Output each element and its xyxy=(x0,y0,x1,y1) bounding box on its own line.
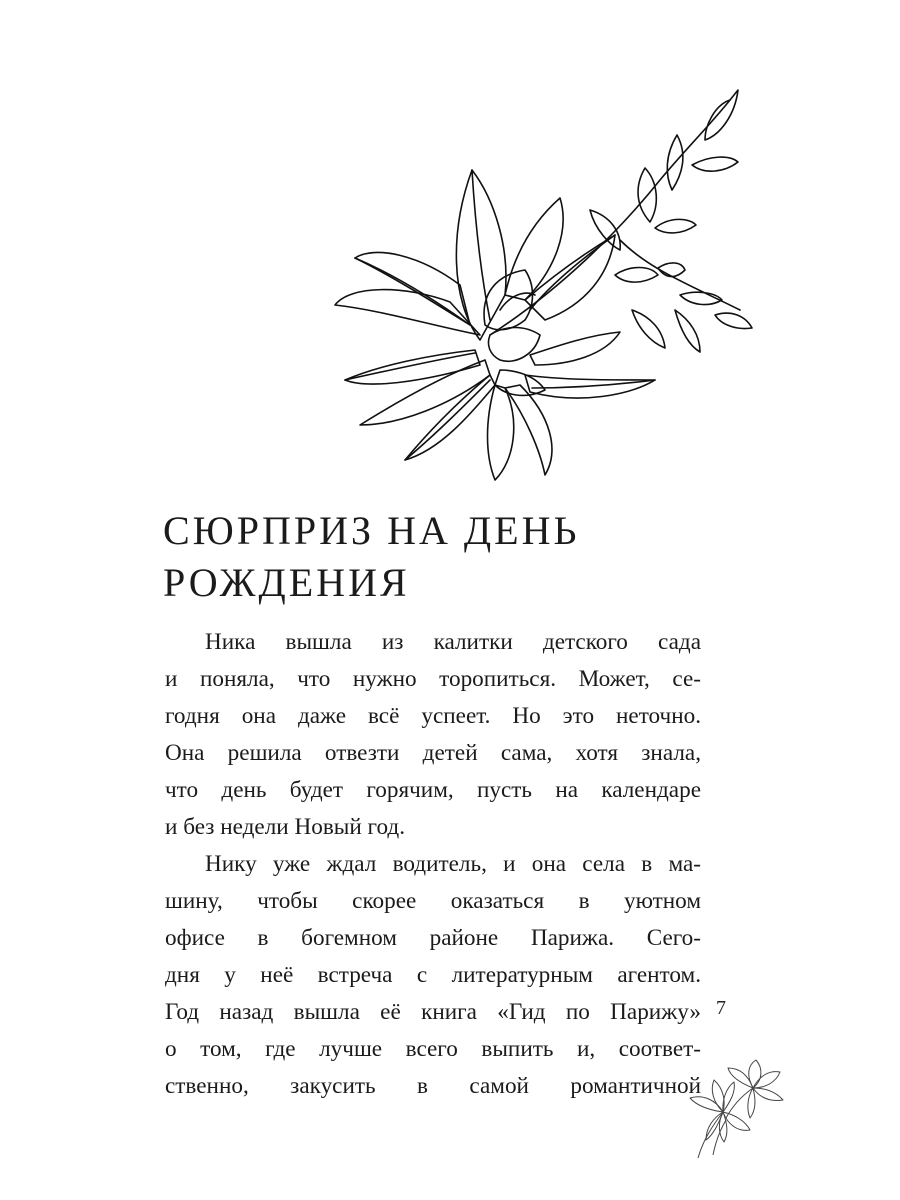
text-line: что день будет горячим, пусть на календаре xyxy=(165,777,701,803)
chapter-title-line-1: СЮРПРИЗ НА ДЕНЬ xyxy=(163,508,580,553)
text-line: годня она даже всё успеет. Но это неточно. xyxy=(165,703,701,729)
text-line: ственно, закусить в самой романтичной xyxy=(165,1073,701,1099)
text-line: офисе в богемном районе Парижа. Сего- xyxy=(165,925,701,951)
text-line: Год назад вышла её книга «Гид по Парижу» xyxy=(165,999,701,1025)
chapter-title-line-2: РОЖДЕНИЯ xyxy=(163,560,410,605)
text-line: Нику уже ждал водитель, и она села в ма- xyxy=(205,851,701,877)
text-line: шину, чтобы скорее оказаться в уютном xyxy=(165,888,701,914)
text-line: и без недели Новый год. xyxy=(165,814,406,840)
floral-illustration-icon xyxy=(320,70,780,500)
text-line: о том, где лучше всего выпить и, соответ- xyxy=(165,1036,701,1062)
small-flowers-icon xyxy=(668,1030,798,1160)
text-line: и поняла, что нужно торопиться. Может, се- xyxy=(165,666,701,692)
text-line: дня у неё встреча с литературным агентом. xyxy=(165,962,701,988)
chapter-title xyxy=(163,505,723,609)
page-number: 7 xyxy=(716,997,726,1019)
body-text xyxy=(165,624,701,1105)
text-line: Она решила отвезти детей сама, хотя знала, xyxy=(165,740,701,766)
text-line: Ника вышла из калитки детского сада xyxy=(205,629,701,655)
